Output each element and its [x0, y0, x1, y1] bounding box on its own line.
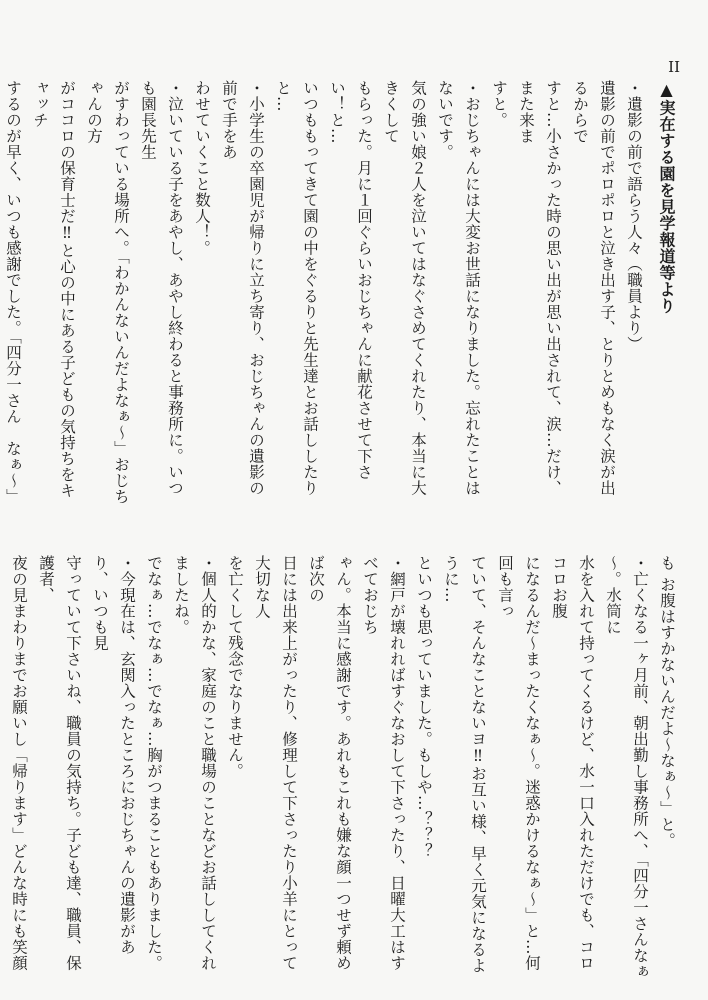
- text-line: ・個人的かな、家庭のこと職場のことなどお話ししてくれましたね。: [172, 555, 217, 971]
- text-line: 水を入れて持ってくるけど、水一口入れただけでも、コロコロお腹: [550, 555, 595, 971]
- text-line: すと。: [490, 80, 508, 128]
- text-line: 気の強い娘２人を泣いてはなぐさめてくれたり、本当に大きくして: [382, 80, 427, 496]
- text-line: ・おじちゃんには大変お世話になりました。忘れたことはないです。: [436, 80, 481, 496]
- text-line: もらった。月に１回ぐらいおじちゃんに献花させて下さい！と…: [328, 80, 373, 480]
- text-line: がココロの保育士だ‼と心の中にある子どもの気持ちをキャッチ: [31, 80, 76, 499]
- text-line: でなぁ…でなぁ…でなぁ…胸がつまることもありました。: [145, 555, 163, 971]
- text-line: すと…小さかった時の思い出が思い出されて、涙…だけ、また来ま: [517, 80, 562, 496]
- text-line: 守っていて下さいね、職員の気持ち。子ども達、職員、保護者、: [37, 555, 82, 971]
- text-line: ていて、そんなことないヨ‼お互い様、早く元気になるように…: [442, 555, 487, 974]
- section-title: ▲実在する園を見学報道等より: [657, 80, 676, 314]
- text-line: も お腹はすかないんだよ～なぁ～」と。: [658, 555, 676, 849]
- text-line: 日には出来上がったり、修理して下さったり小羊にとって大切な人: [253, 555, 298, 971]
- text-line: ・遺影の前で語らう人々（職員より）: [625, 80, 643, 352]
- lower-text-block: [10, 555, 680, 980]
- text-line: がすわっている場所へ。「わかんないんだよなぁ～」おじちゃんの方: [85, 80, 130, 505]
- text-line: いつももってきて園の中をぐるりと先生達とお話ししたりと…: [274, 80, 319, 496]
- text-line: わせていくこと数人！。: [193, 80, 211, 256]
- upper-text-block: [4, 80, 680, 510]
- text-line: 遺影の前でポロポロと泣き出す子、とりとめもなく涙が出るからで: [571, 80, 616, 496]
- text-line: するのが早く、いつも感謝でした。「四分一さん なぁ～」: [4, 80, 22, 505]
- text-line: になるんだ～まったくなぁ～。迷惑かけるなぁ～」と…何回も言っ: [496, 555, 541, 971]
- text-line: といつも思っていました。もしや…？？？: [415, 555, 433, 859]
- page-number: II: [668, 58, 680, 76]
- text-line: ・網戸が壊れればすぐなおして下さったり、日曜大工はすべておじち: [361, 555, 406, 971]
- text-line: を亡くして残念でなりません。: [226, 555, 244, 779]
- text-line: ・小学生の卒園児が帰りに立ち寄り、おじちゃんの遺影の前で手をあ: [220, 80, 265, 496]
- text-line: ゃん。本当に感謝です。あれもこれも嫌な顔一つせず頼めば次の: [307, 555, 352, 971]
- text-line: 夜の見まわりまでお願いし「帰ります」どんな時にも笑顔: [10, 555, 28, 971]
- text-line: ・亡くなる一ヶ月前、朝出勤し事務所へ、「四分一さんなぁ～。水筒に: [604, 555, 649, 980]
- text-line: ・泣いている子をあやし、あやし終わると事務所に。いつも園長先生: [139, 80, 184, 496]
- text-line: ・今現在は、玄関入ったところにおじちゃんの遺影があり、いつも見: [91, 555, 136, 955]
